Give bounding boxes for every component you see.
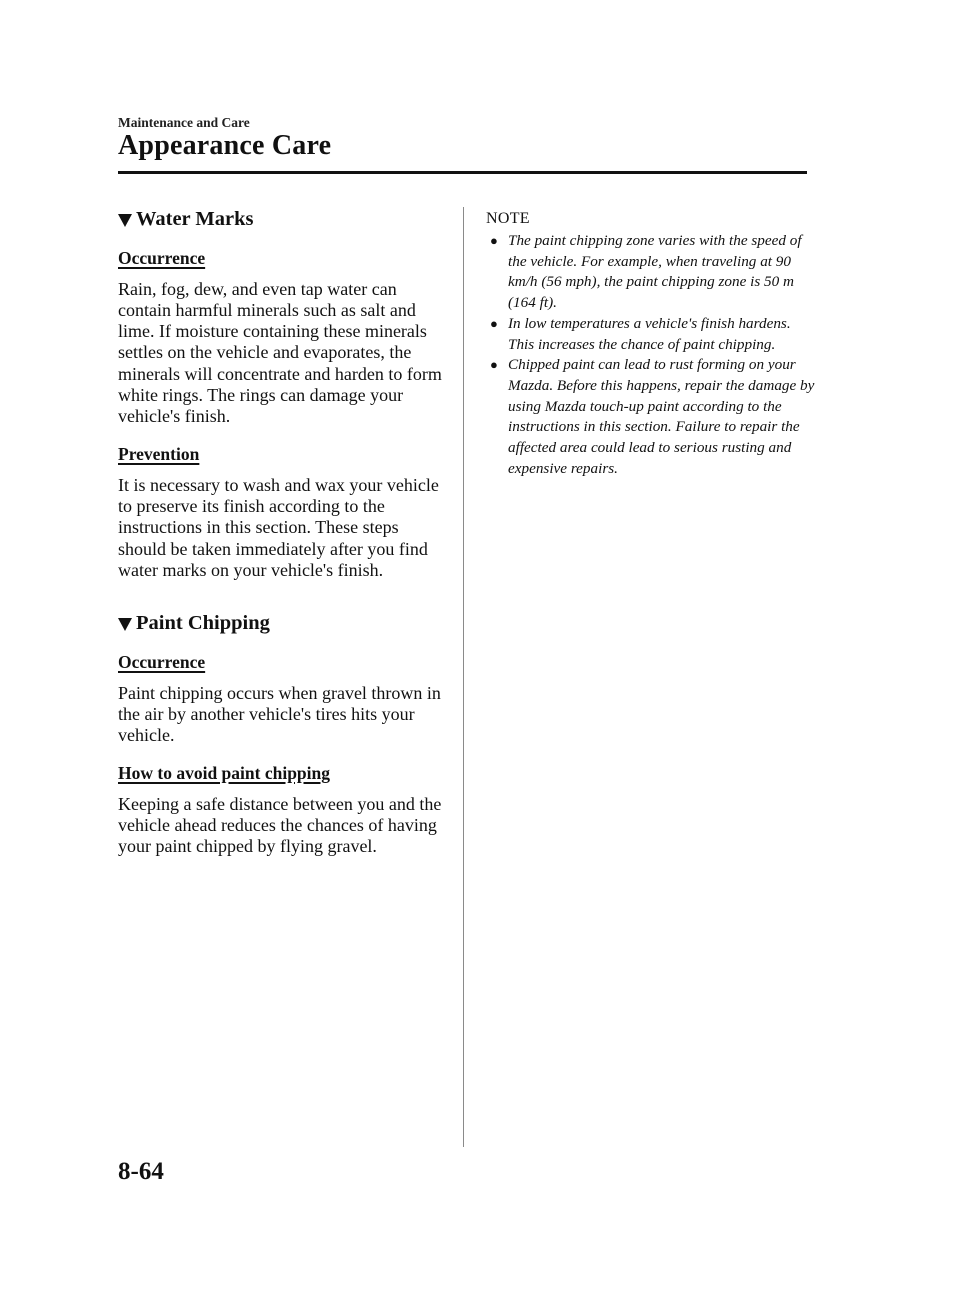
water-marks-occurrence-label: Occurrence [118, 247, 206, 268]
note-item [486, 231, 816, 314]
bullet-icon: ● [490, 233, 498, 248]
paint-chipping-avoid-text: Keeping a safe distance between you and the vehicle ahead reduces the chances of having your paint chipped by flying gravel. [118, 793, 442, 857]
water-marks-heading-text: Water Marks [136, 208, 254, 230]
water-marks-prevention-text: It is necessary to wash and wax your vehicle to preserve its finish according to the instructions in this section. These steps should be taken immediately after you find water marks on your vehicle's finish. [118, 474, 439, 580]
paint-chipping-heading-text: Paint Chipping [136, 612, 270, 635]
note-item-text: In low temperatures a vehicle's finish hardens. This increases the chance of paint chipping. [508, 314, 791, 353]
left-column [118, 207, 448, 874]
water-marks-occurrence-text: Rain, fog, dew, and even tap water can contain harmful minerals such as salt and lime. If moisture containing these minerals settles on the vehicle and evaporates, the minerals will concentrate and harden to form white rings. The rings can damage your vehicle's finish. [118, 278, 442, 427]
bullet-icon: ● [490, 315, 498, 331]
section-label: Maintenance and Care [118, 115, 250, 130]
page-title: Appearance Care [118, 130, 332, 161]
note-list [486, 231, 816, 479]
note-item-text: The paint chipping zone varies with the speed of the vehicle. For example, when traveling at 90 km/h (56 mph), the paint chipping zone is 50 m (164 ft). [508, 232, 802, 312]
triangle-marker-icon [118, 618, 132, 631]
note-item [486, 355, 816, 479]
note-item [486, 314, 816, 355]
note-box [486, 210, 816, 479]
paint-chipping-occurrence-text: Paint chipping occurs when gravel thrown in the air by another vehicle's tires hits your vehicle. [118, 682, 441, 746]
paint-chipping-avoid-label: How to avoid paint chipping [118, 762, 330, 783]
note-item-text: Chipped paint can lead to rust forming on your Mazda. Before this happens, repair the damage by using Mazda touch-up paint according to the instructions in this section. Failure to repair the affected area could lead to serious rusting and expensive repairs. [508, 356, 815, 477]
paint-chipping-occurrence-label: Occurrence [118, 651, 206, 672]
column-divider [463, 207, 464, 1147]
bullet-icon: ● [490, 357, 498, 373]
note-title: NOTE [486, 210, 530, 227]
water-marks-prevention-label: Prevention [118, 443, 200, 464]
title-rule [118, 171, 807, 174]
page-number: 8-64 [118, 1158, 164, 1185]
paint-chipping-heading [118, 611, 448, 636]
water-marks-heading [118, 207, 448, 232]
triangle-marker-icon [118, 214, 132, 227]
